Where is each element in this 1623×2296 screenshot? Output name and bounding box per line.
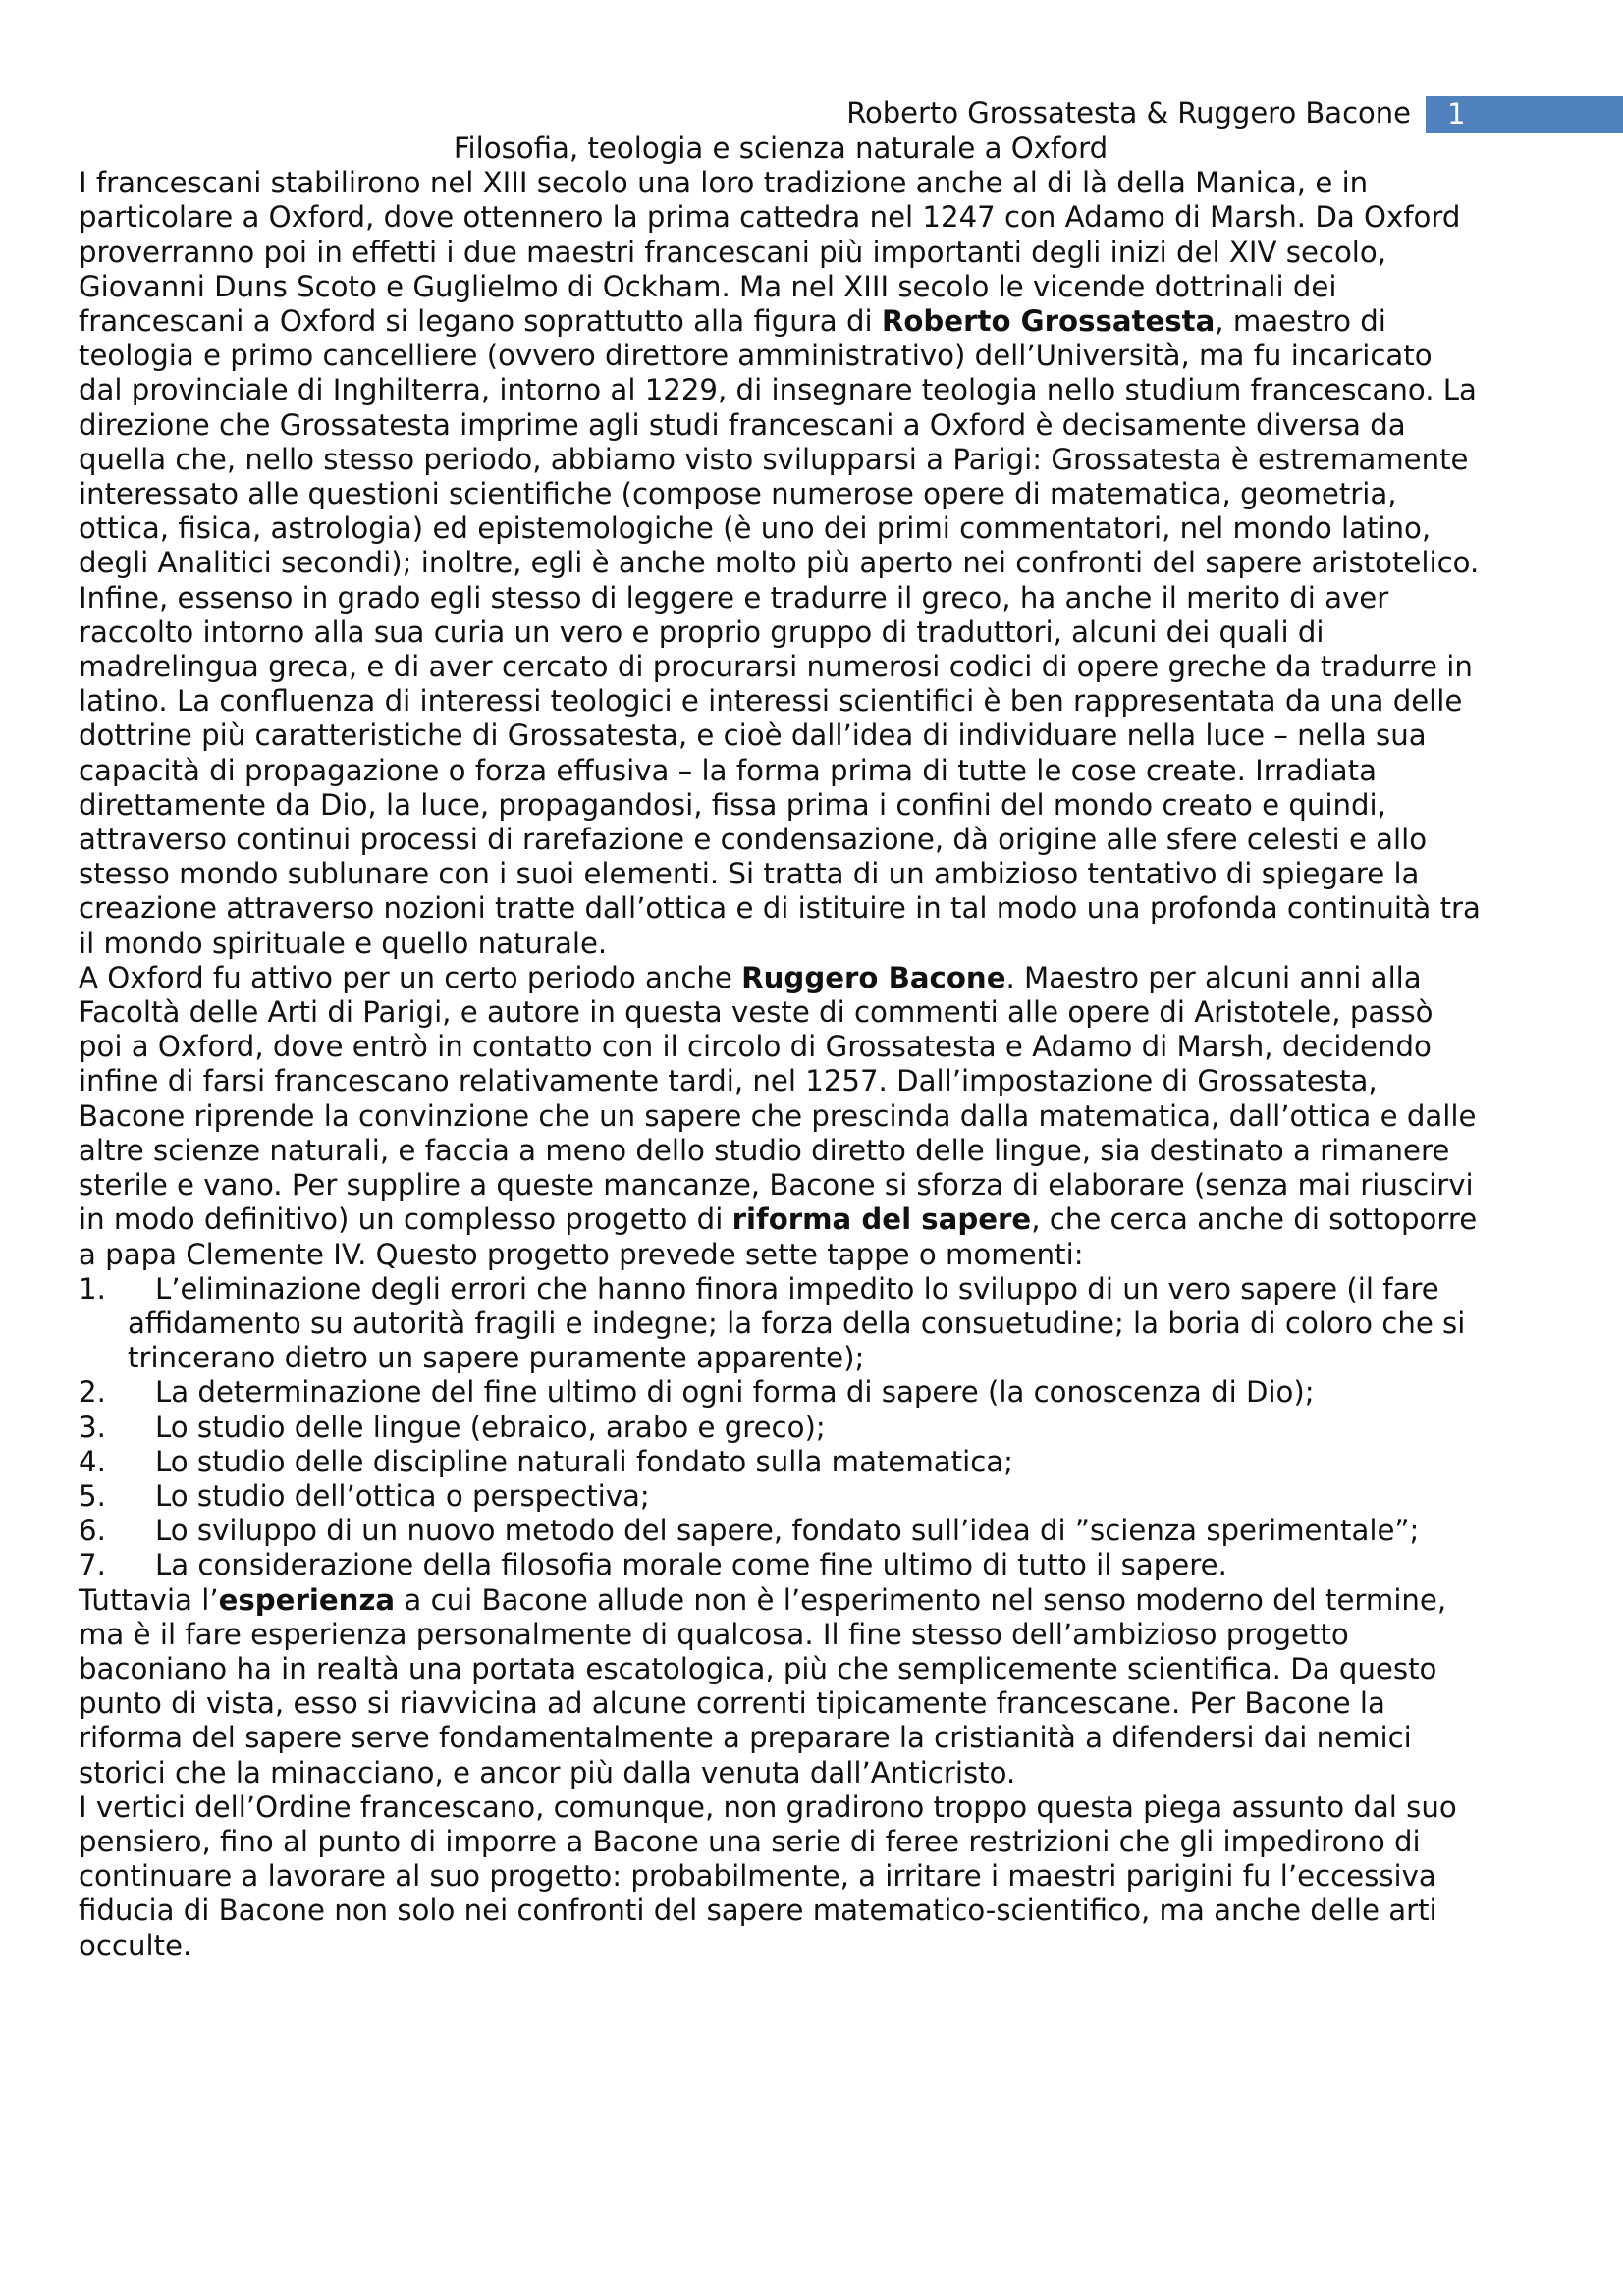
text-line: ma è il fare esperienza personalmente di qualcosa. Il fine stesso dell’ambizioso progetto [79,1617,1349,1651]
text-line: ottica, fisica, astrologia) ed epistemologiche (è uno dei primi commentatori, nel mondo latino, [79,511,1432,546]
text-run: , che cerca anche di sottoporre [1031,1202,1478,1237]
text-line: dottrine più caratteristiche di Grossatesta, e cioè dall’idea di individuare nella luce – nella sua [79,719,1427,753]
list-item [79,1514,1571,1548]
list-number: 2. [79,1375,106,1410]
page-number-box [1426,96,1623,133]
text-run: a cui Bacone allude non è l’esperimento nel senso moderno del termine, [395,1582,1447,1617]
text-run: A Oxford fu attivo per un certo periodo anche [79,960,742,994]
text-line [79,1202,1571,1237]
bold-term-bacone: Ruggero Bacone [741,960,1006,994]
text-line: pensiero, fino al punto di imporre a Bacone una serie di feree restrizioni che gli impedirono di [79,1824,1421,1858]
text-line: infine di farsi francescano relativamente tardi, nel 1257. Dall’impostazione di Grossatesta, [79,1064,1378,1098]
list-text: La determinazione del fine ultimo di ogni forma di sapere (la conoscenza di Dio); [155,1375,1315,1410]
text-line: interessato alle questioni scientifiche (compose numerose opere di matematica, geometria, [79,477,1397,511]
text-line: direttamente da Dio, la luce, propagandosi, fissa prima i confini del mondo creato e quindi, [79,787,1386,822]
header-title: Roberto Grossatesta & Ruggero Bacone [846,96,1411,130]
text-line [79,304,1571,339]
text-line: il mondo spirituale e quello naturale. [79,926,608,960]
text-line: Bacone riprende la convinzione che un sapere che prescinda dalla matematica, dall’ottica e dalle [79,1098,1477,1133]
text-line: storici che la minacciano, e ancor più dalla venuta dall’Anticristo. [79,1755,1016,1789]
text-line: a papa Clemente IV. Questo progetto prevede sette tappe o momenti: [79,1237,1084,1271]
page-header [0,94,1623,135]
text-line [79,1583,1571,1618]
text-line: quella che, nello stesso periodo, abbiamo visto svilupparsi a Parigi: Grossatesta è estremamente [79,442,1469,476]
paragraph-bacone [79,961,1571,1272]
list-item-first-line [79,1375,1571,1410]
text-line: dal provinciale di Inghilterra, intorno al 1229, di insegnare teologia nello studium francescano. La [79,373,1477,407]
text-line: particolare a Oxford, dove ottennero la prima cattedra nel 1247 con Adamo di Marsh. Da Oxford [79,200,1461,235]
text-line: riforma del sapere serve fondamentalmente a preparare la cristianità a difendersi dai nemici [79,1721,1412,1755]
text-line: latino. La confluenza di interessi teologici e interessi scientifici è ben rappresentata da una delle [79,684,1463,719]
text-line: sterile e vano. Per supplire a queste mancanze, Bacone si sforza di elaborare (senza mai riuscirvi [79,1168,1474,1202]
list-item [79,1375,1571,1410]
list-text: L’eliminazione degli errori che hanno finora impedito lo sviluppo di un vero sapere (il fare [155,1271,1439,1306]
list-number: 6. [79,1514,106,1548]
text-line: Giovanni Duns Scoto e Guglielmo di Ockham. Ma nel XIII secolo le vicende dottrinali dei [79,269,1337,303]
bold-term-grossatesta: Roberto Grossatesta [881,304,1216,339]
text-line: fiducia di Bacone non solo nei confronti del sapere matematico-scientifico, ma anche delle arti [79,1894,1437,1928]
text-line: stesso mondo sublunare con i suoi elementi. Si tratta di un ambizioso tentativo di spiegare la [79,857,1420,891]
list-text: Lo studio delle lingue (ebraico, arabo e greco); [155,1410,826,1444]
list-item [79,1411,1571,1445]
page-number: 1 [1447,97,1466,131]
list-text-continuation: trincerano dietro un sapere puramente apparente); [128,1341,865,1375]
text-line: capacità di propagazione o forza effusiva – la forma prima di tutte le cose create. Irradiata [79,753,1377,787]
text-line: Facoltà delle Arti di Parigi, e autore in questa veste di commenti alle opere di Aristotele, passò [79,995,1434,1030]
text-line: madrelingua greca, e di aver cercato di procurarsi numerosi codici di opere greche da tradurre in [79,650,1473,684]
paragraph-ordine [79,1790,1571,1963]
text-line: I francescani stabilirono nel XIII secolo una loro tradizione anche al di là della Manica, e in [79,166,1369,200]
text-run: francescani a Oxford si legano soprattutto alla figura di [79,304,882,339]
text-run: in modo definitivo) un complesso progetto di [79,1202,732,1237]
list-item [79,1548,1571,1582]
text-line: baconiano ha in realtà una portata escatologica, più che semplicemente scientifica. Da questo [79,1651,1437,1685]
list-item [79,1272,1571,1376]
list-number: 7. [79,1548,106,1582]
list-text: Lo sviluppo di un nuovo metodo del sapere, fondato sull’idea di ”scienza sperimentale”; [155,1514,1420,1548]
list-item-first-line [79,1548,1571,1582]
list-text-continuation: affidamento su autorità fragili e indegne; la forza della consuetudine; la boria di coloro che si [128,1306,1466,1340]
text-line: creazione attraverso nozioni tratte dall’ottica e di istituire in tal modo una profonda continuità tra [79,891,1481,926]
text-line: direzione che Grossatesta imprime agli studi francescani a Oxford è decisamente diversa da [79,407,1406,442]
text-line: raccolto intorno alla sua curia un vero e proprio gruppo di traduttori, alcuni dei quali di [79,614,1325,649]
text-run: , maestro di [1215,304,1386,339]
text-line: Infine, essenso in grado egli stesso di leggere e tradurre il greco, ha anche il merito di aver [79,580,1389,614]
text-line: attraverso continui processi di rarefazione e condensazione, dà origine alle sfere celesti e allo [79,823,1428,857]
bold-term-esperienza: esperienza [218,1582,396,1617]
text-run: Tuttavia l’ [79,1582,219,1617]
text-line: continuare a lavorare al suo progetto: probabilmente, a irritare i maestri parigini fu l’eccessiva [79,1859,1436,1894]
list-item [79,1479,1571,1514]
document-subtitle: Filosofia, teologia e scienza naturale a Oxford [453,132,1109,165]
text-line [79,961,1571,995]
list-number: 1. [79,1271,106,1306]
text-line: punto di vista, esso si riavvicina ad alcune correnti tipicamente francescane. Per Bacone la [79,1686,1385,1721]
list-text: La considerazione della filosofia morale come fine ultimo di tutto il sapere. [155,1548,1227,1582]
list-item-first-line [79,1272,1571,1307]
text-line: I vertici dell’Ordine francescano, comunque, non gradirono troppo questa piega assunto dal suo [79,1789,1457,1824]
paragraph-esperienza [79,1583,1571,1790]
text-line: proverranno poi in effetti i due maestri francescani più importanti degli inizi del XIV secolo, [79,235,1387,269]
paragraph-grossatesta [79,166,1571,961]
text-run: . Maestro per alcuni anni alla [1005,960,1422,994]
list-number: 3. [79,1410,106,1444]
list-text: Lo studio dell’ottica o perspectiva; [155,1478,650,1513]
list-number: 5. [79,1478,106,1513]
list-item-first-line [79,1479,1571,1514]
text-line: occulte. [79,1928,192,1962]
list-item-first-line [79,1445,1571,1479]
text-line: poi a Oxford, dove entrò in contatto con il circolo di Grossatesta e Adamo di Marsh, decidendo [79,1030,1432,1064]
document-body [79,132,1571,1963]
text-line: degli Analitici secondi); inoltre, egli è anche molto più aperto nei confronti del sapere aristotelico. [79,546,1480,580]
bold-term-riforma: riforma del sapere [731,1202,1032,1237]
list-text: Lo studio delle discipline naturali fondato sulla matematica; [155,1444,1014,1478]
numbered-list [79,1272,1571,1583]
text-line: teologia e primo cancelliere (ovvero direttore amministrativo) dell’Università, ma fu incaricato [79,339,1433,373]
list-number: 4. [79,1444,106,1478]
list-item-first-line [79,1411,1571,1445]
list-item [79,1445,1571,1479]
text-line: altre scienze naturali, e faccia a meno dello studio diretto delle lingue, sia destinato a rimanere [79,1133,1450,1167]
list-item-first-line [79,1514,1571,1548]
